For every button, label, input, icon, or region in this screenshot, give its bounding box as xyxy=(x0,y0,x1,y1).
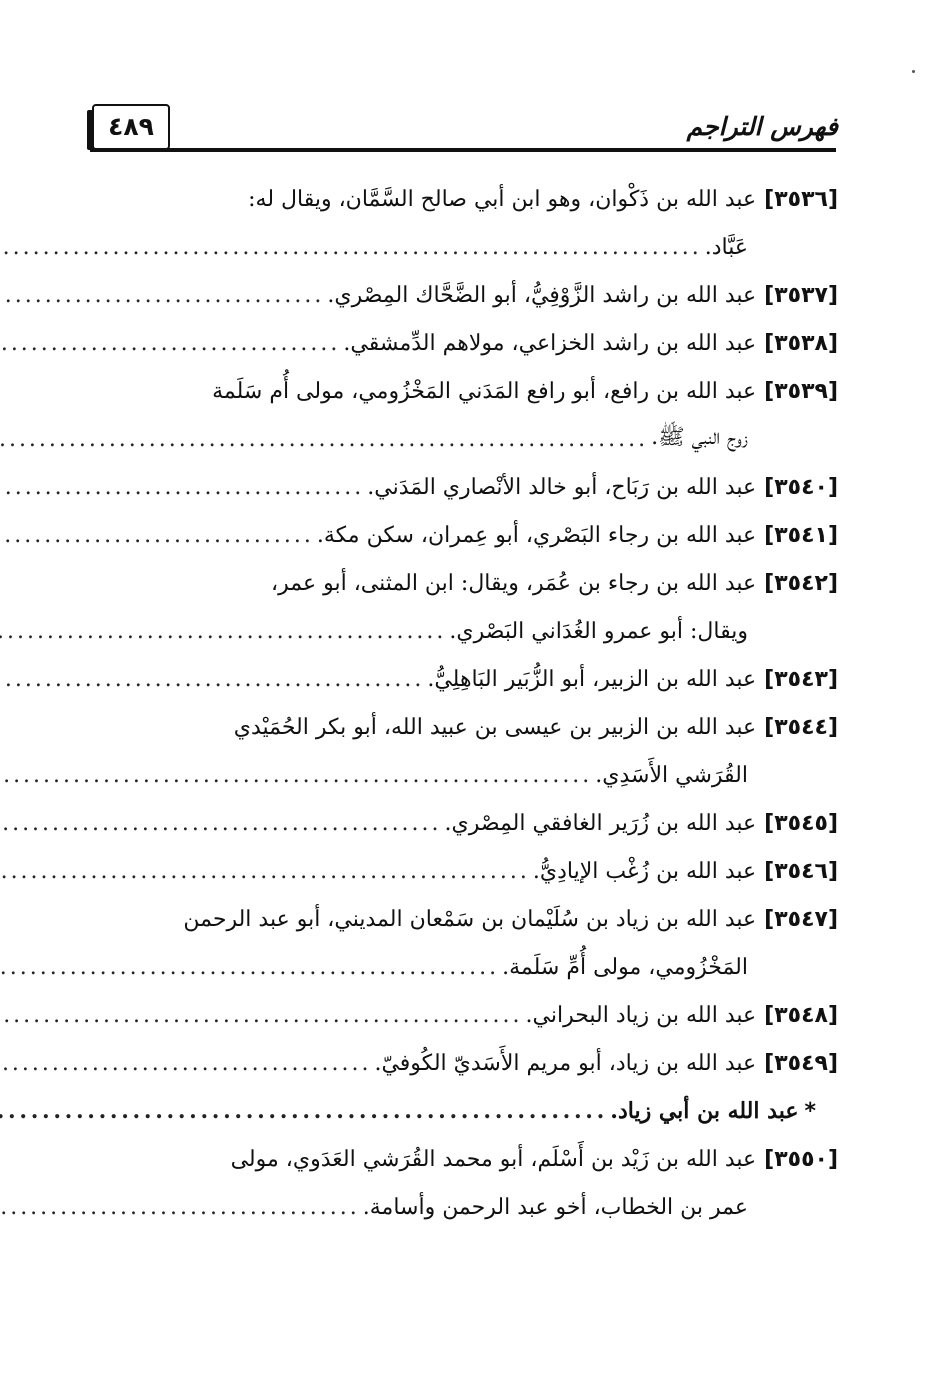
entry-number: [٣٥٤٣] xyxy=(764,666,838,692)
index-line xyxy=(90,799,838,847)
entry-number: [٣٥٤٥] xyxy=(764,810,838,836)
leader-dots xyxy=(0,859,533,884)
entry-number: [٣٥٤٠] xyxy=(764,474,838,500)
leader-dots xyxy=(0,1098,610,1124)
leader-dots xyxy=(0,475,367,500)
index-line xyxy=(90,271,838,319)
leader-dots xyxy=(0,619,449,644)
entry-text: عبد الله بن راشد الخزاعي، مولاهم الدِّمشقي. xyxy=(343,330,757,356)
page-number: ٤٨٩ xyxy=(92,104,170,150)
leader-dots xyxy=(0,235,705,260)
entry-text: عبد الله بن زياد، أبو مريم الأَسَديّ الكُوفيّ. xyxy=(374,1050,757,1076)
index-line xyxy=(90,895,838,943)
entry-text: عبد الله بن زُرَير الغافقي المِصْري. xyxy=(444,810,757,836)
index-line-cross-reference xyxy=(90,1087,838,1135)
index-line xyxy=(90,415,838,463)
star-marker: * xyxy=(804,1098,816,1124)
entry-text: عبد الله بن رجاء بن عُمَر، ويقال: ابن المثنى، أبو عمر، xyxy=(271,570,757,596)
entry-text: عبد الله بن زُغْب الإيادِيُّ. xyxy=(532,858,757,884)
entry-text: عمر بن الخطاب، أخو عبد الرحمن وأسامة. xyxy=(362,1194,748,1220)
index-line xyxy=(90,703,838,751)
entry-text: القُرَشي الأَسَدِي. xyxy=(595,762,748,788)
entry-text: عبد الله بن الزبير بن عيسى بن عبيد الله، أبو بكر الحُمَيْدي xyxy=(233,714,757,740)
entry-number: [٣٥٥٠] xyxy=(764,1146,838,1172)
entry-number: [٣٥٣٦] xyxy=(764,186,838,212)
running-header-title: فهرس التراجم xyxy=(686,112,838,141)
leader-dots xyxy=(0,331,343,356)
entry-text: عَبَّاد. xyxy=(704,234,748,260)
index-line xyxy=(90,319,838,367)
index-line xyxy=(90,463,838,511)
index-entries xyxy=(90,175,838,1231)
index-line xyxy=(90,175,838,223)
entry-text: عبد الله بن راشد الزَّوْفِيُّ، أبو الضَّحَّاك المِصْري. xyxy=(327,282,757,308)
entry-number: [٣٥٤٩] xyxy=(764,1050,838,1076)
leader-dots xyxy=(0,283,327,308)
entry-text: عبد الله بن الزبير، أبو الزُّبَير البَاهِلِيُّ. xyxy=(427,666,757,692)
index-line xyxy=(90,1039,838,1087)
entry-text: زوج النبي ﷺ. xyxy=(651,425,748,450)
index-line xyxy=(90,223,838,271)
index-line xyxy=(90,607,838,655)
leader-dots xyxy=(0,1051,374,1076)
entry-number: [٣٥٣٧] xyxy=(764,282,838,308)
leader-dots xyxy=(0,667,427,692)
index-line xyxy=(90,367,838,415)
leader-dots xyxy=(0,811,445,836)
entry-number: [٣٥٤٢] xyxy=(764,570,838,596)
leader-dots xyxy=(0,955,502,980)
leader-dots xyxy=(0,523,317,548)
entry-text: عبد الله بن زياد البحراني. xyxy=(525,1002,757,1028)
leader-dots xyxy=(0,763,595,788)
header-rule xyxy=(90,148,836,152)
leader-dots xyxy=(0,1003,526,1028)
entry-text: عبد الله بن أبي زياد. xyxy=(610,1098,799,1124)
entry-text: عبد الله بن رجاء البَصْري، أبو عِمران، سكن مكة. xyxy=(316,522,757,548)
entry-number: [٣٥٤٧] xyxy=(764,906,838,932)
index-line xyxy=(90,751,838,799)
entry-text: ويقال: أبو عمرو الغُدَاني البَصْري. xyxy=(449,618,748,644)
index-line xyxy=(90,559,838,607)
index-line xyxy=(90,1135,838,1183)
entry-number: [٣٥٣٩] xyxy=(764,378,838,404)
entry-number: [٣٥٤١] xyxy=(764,522,838,548)
entry-text: عبد الله بن زياد بن سُلَيْمان بن سَمْعان المديني، أبو عبد الرحمن xyxy=(183,906,757,932)
entry-number: [٣٥٤٨] xyxy=(764,1002,838,1028)
index-line xyxy=(90,1183,838,1231)
entry-text: عبد الله بن رَبَاح، أبو خالد الأنْصاري المَدَني. xyxy=(367,474,757,500)
entry-text: عبد الله بن زَيْد بن أَسْلَم، أبو محمد القُرَشي العَدَوي، مولى xyxy=(230,1146,757,1172)
entry-number: [٣٥٤٦] xyxy=(764,858,838,884)
index-line xyxy=(90,943,838,991)
index-line xyxy=(90,991,838,1039)
index-line xyxy=(90,847,838,895)
entry-text: عبد الله بن ذَكْوان، وهو ابن أبي صالح السَّمَّان، ويقال له: xyxy=(248,186,757,212)
entry-number: [٣٥٤٤] xyxy=(764,714,838,740)
entry-text: عبد الله بن رافع، أبو رافع المَدَني المَخْزُومي، مولى أُم سَلَمة xyxy=(212,378,757,404)
leader-dots xyxy=(0,427,651,452)
margin-dot xyxy=(912,70,915,73)
index-line xyxy=(90,511,838,559)
entry-number: [٣٥٣٨] xyxy=(764,330,838,356)
leader-dots xyxy=(0,1195,363,1220)
index-line xyxy=(90,655,838,703)
entry-text: المَخْزُومي، مولى أُمِّ سَلَمة. xyxy=(502,954,748,980)
